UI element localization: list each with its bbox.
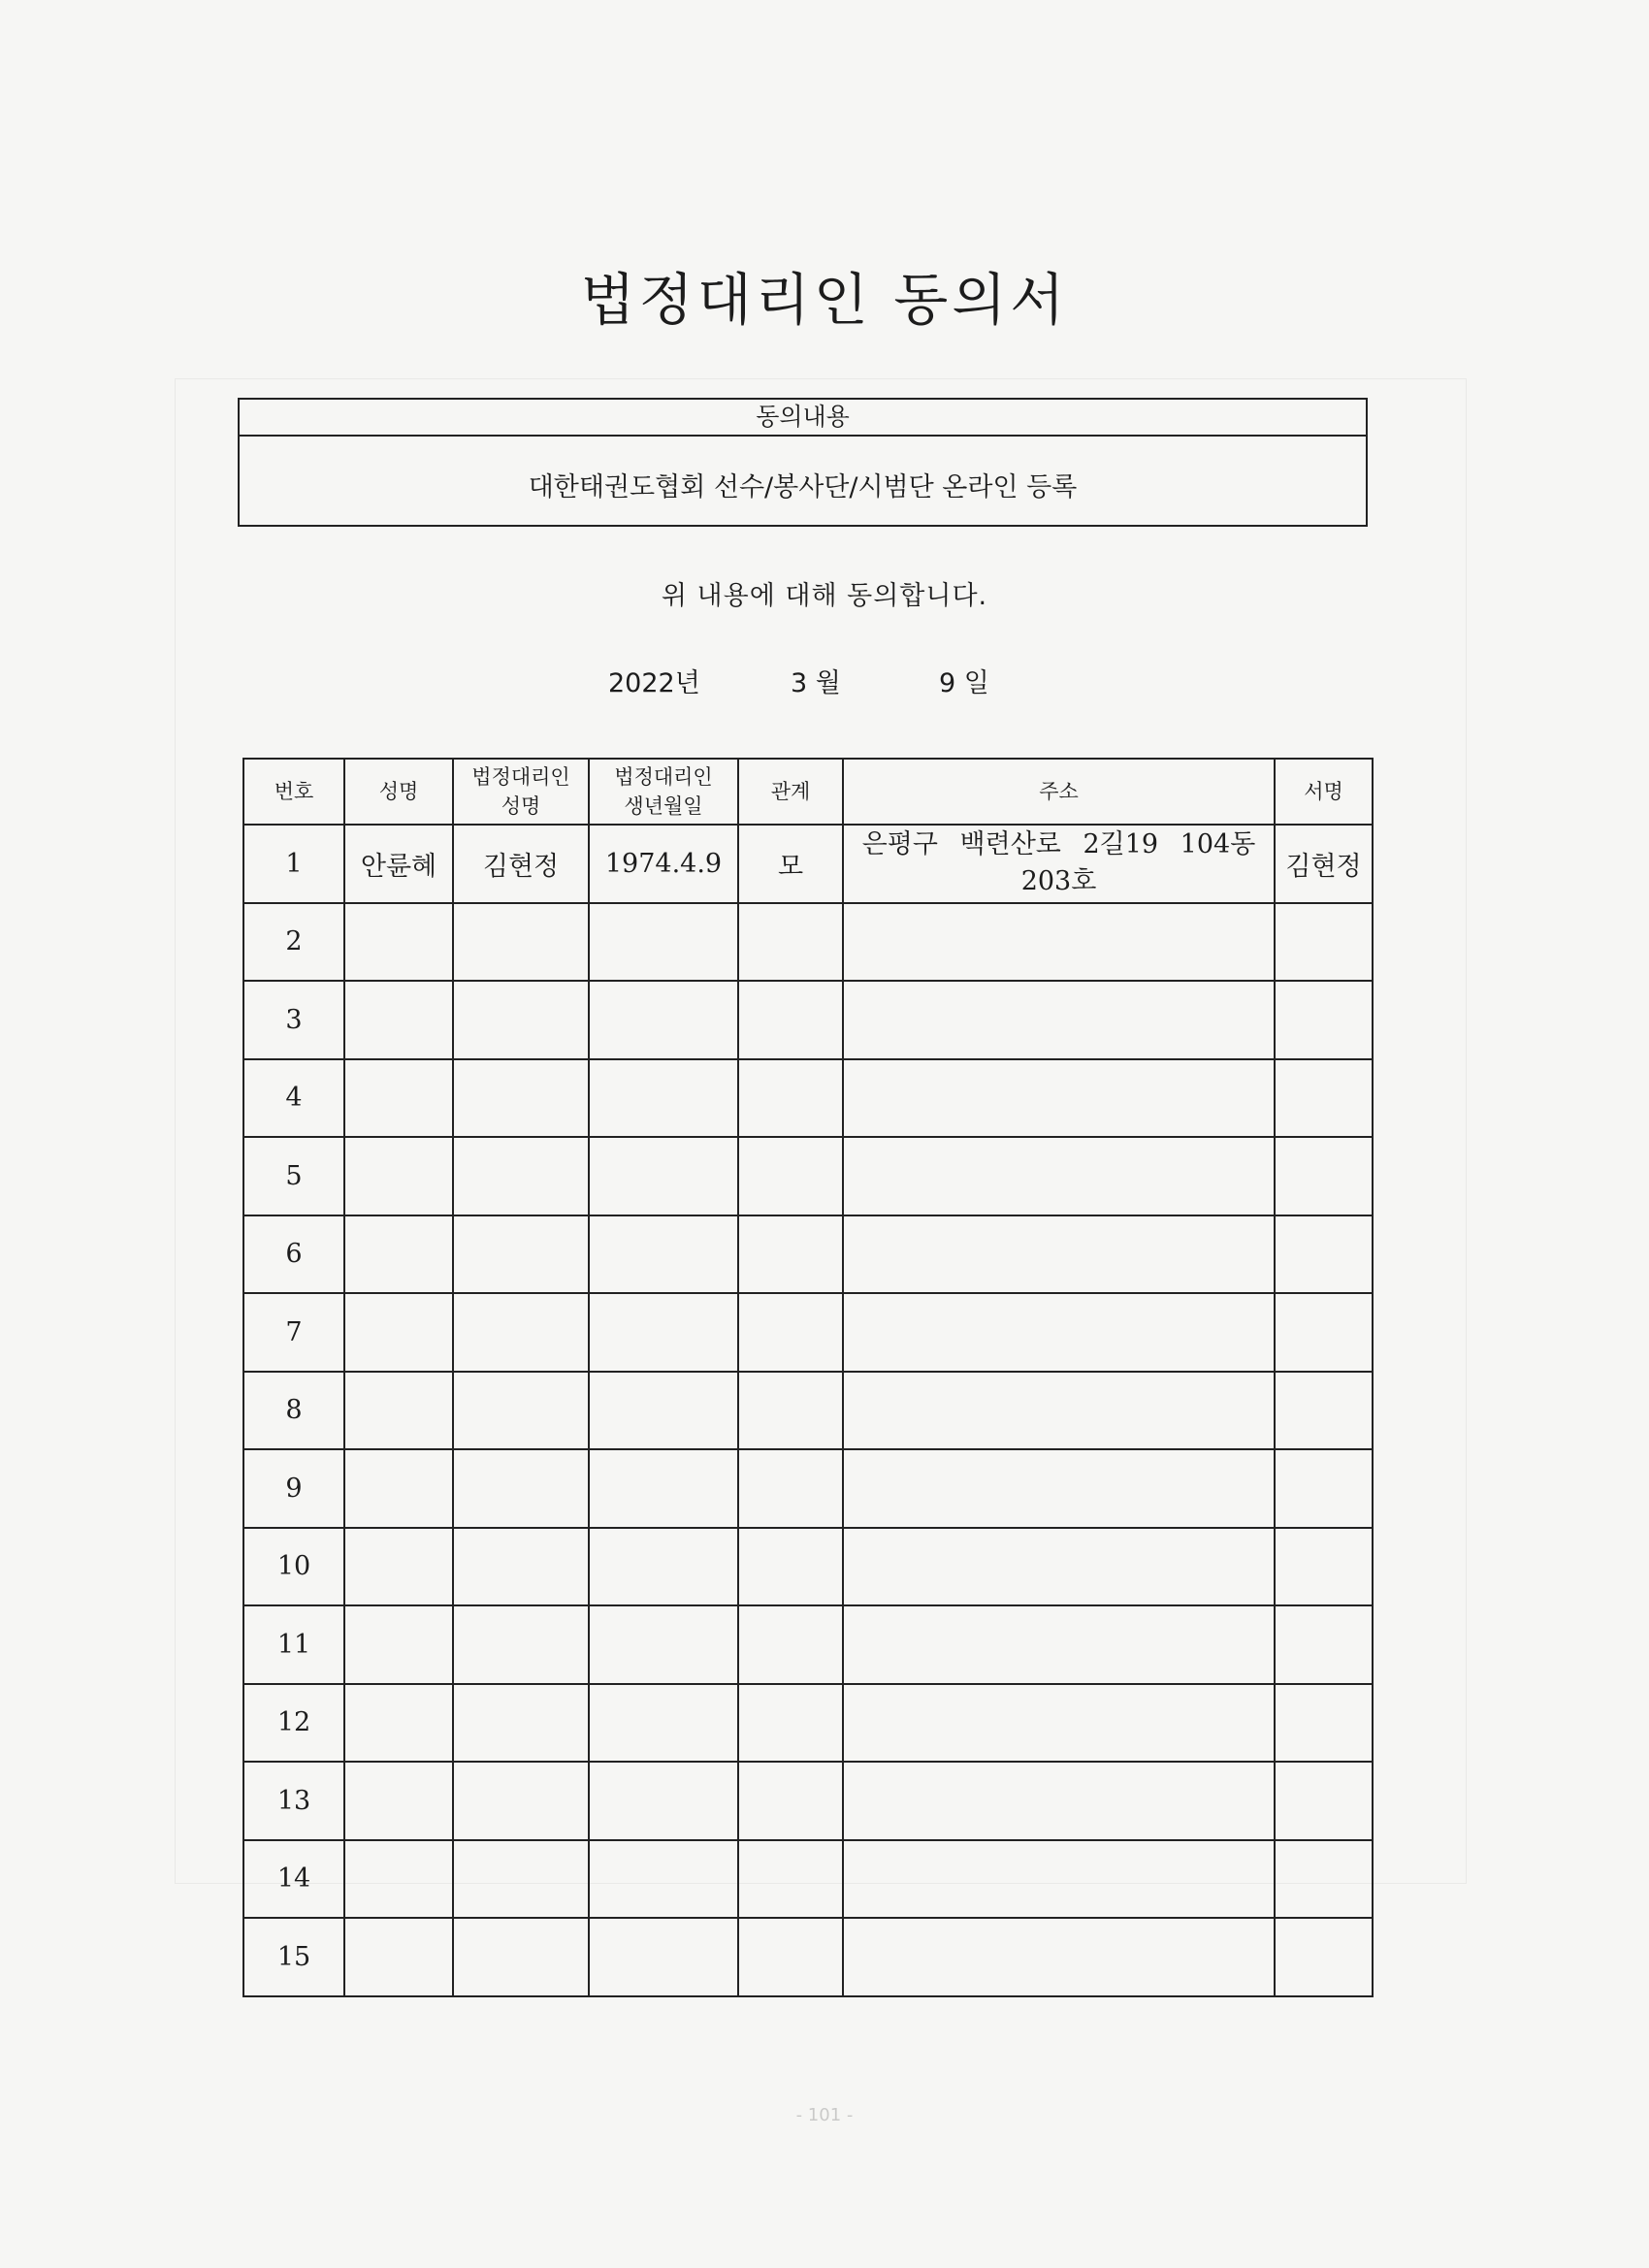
header-name: 성명 — [344, 759, 453, 825]
cell-no[interactable]: 3 — [243, 981, 344, 1059]
cell-guardian-birth[interactable] — [589, 1918, 738, 1996]
cell-name[interactable] — [344, 1918, 453, 1996]
cell-signature[interactable] — [1275, 1684, 1373, 1763]
table-row — [243, 1840, 1373, 1919]
page-number: - 101 - — [795, 2105, 854, 2125]
cell-address[interactable] — [843, 1840, 1275, 1919]
cell-no[interactable]: 7 — [243, 1293, 344, 1372]
cell-guardian-name[interactable] — [453, 1215, 589, 1294]
cell-guardian-birth[interactable] — [589, 1762, 738, 1840]
cell-address[interactable] — [843, 1059, 1275, 1138]
cell-relation[interactable] — [738, 1059, 843, 1138]
cell-relation[interactable] — [738, 1684, 843, 1763]
cell-no[interactable]: 14 — [243, 1840, 344, 1919]
table-row — [243, 1762, 1373, 1840]
cell-no[interactable]: 2 — [243, 903, 344, 982]
cell-guardian-name[interactable] — [453, 1840, 589, 1919]
cell-signature[interactable] — [1275, 1059, 1373, 1138]
cell-name[interactable] — [344, 1372, 453, 1450]
cell-name[interactable] — [344, 1684, 453, 1763]
cell-no[interactable]: 12 — [243, 1684, 344, 1763]
cell-relation[interactable] — [738, 1840, 843, 1919]
table-row — [243, 1059, 1373, 1138]
cell-signature[interactable] — [1275, 903, 1373, 982]
cell-relation[interactable] — [738, 903, 843, 982]
table-row — [243, 1684, 1373, 1763]
table-row — [243, 1137, 1373, 1215]
cell-guardian-birth[interactable] — [589, 1137, 738, 1215]
agreement-statement: 위 내용에 대해 동의합니다. — [661, 581, 988, 611]
cell-name[interactable] — [344, 1215, 453, 1294]
table-row — [243, 981, 1373, 1059]
cell-address[interactable] — [843, 1684, 1275, 1763]
cell-guardian-name[interactable] — [453, 1605, 589, 1684]
cell-name[interactable] — [344, 1137, 453, 1215]
cell-address[interactable] — [843, 1762, 1275, 1840]
table-row — [243, 903, 1373, 982]
header-signature: 서명 — [1275, 759, 1373, 825]
cell-guardian-birth[interactable] — [589, 1684, 738, 1763]
cell-guardian-name[interactable] — [453, 903, 589, 982]
cell-guardian-birth[interactable]: 1974.4.9 — [589, 825, 738, 903]
cell-address[interactable] — [843, 1528, 1275, 1606]
cell-no[interactable]: 5 — [243, 1137, 344, 1215]
cell-no[interactable]: 6 — [243, 1215, 344, 1294]
date-day: 9 일 — [939, 668, 989, 698]
cell-relation[interactable] — [738, 1449, 843, 1528]
cell-address[interactable] — [843, 1449, 1275, 1528]
document-title: 법정대리인 동의서 — [580, 267, 1069, 333]
table-row — [243, 825, 1373, 903]
cell-guardian-name[interactable] — [453, 1293, 589, 1372]
cell-no[interactable]: 11 — [243, 1605, 344, 1684]
cell-relation[interactable]: 모 — [738, 825, 843, 903]
cell-no[interactable]: 10 — [243, 1528, 344, 1606]
header-no: 번호 — [243, 759, 344, 825]
cell-no[interactable]: 1 — [243, 825, 344, 903]
cell-name[interactable] — [344, 1762, 453, 1840]
cell-name[interactable] — [344, 1605, 453, 1684]
header-address: 주소 — [843, 759, 1275, 825]
cell-guardian-name[interactable] — [453, 1762, 589, 1840]
cell-guardian-name[interactable]: 김현정 — [453, 825, 589, 903]
cell-relation[interactable] — [738, 981, 843, 1059]
cell-name[interactable]: 안륜혜 — [344, 825, 453, 903]
header-relation: 관계 — [738, 759, 843, 825]
cell-guardian-name[interactable] — [453, 1137, 589, 1215]
cell-address[interactable] — [843, 1372, 1275, 1450]
cell-name[interactable] — [344, 1840, 453, 1919]
cell-guardian-birth[interactable] — [589, 1215, 738, 1294]
table-row — [243, 1605, 1373, 1684]
table-row — [243, 1449, 1373, 1528]
consent-header: 동의내용 — [240, 400, 1366, 437]
cell-no[interactable]: 15 — [243, 1918, 344, 1996]
cell-guardian-name[interactable] — [453, 1684, 589, 1763]
cell-signature[interactable] — [1275, 1137, 1373, 1215]
cell-address[interactable] — [843, 903, 1275, 982]
cell-signature[interactable] — [1275, 1372, 1373, 1450]
cell-relation[interactable] — [738, 1605, 843, 1684]
cell-guardian-birth[interactable] — [589, 903, 738, 982]
header-guardian-birth: 법정대리인 생년월일 — [589, 759, 738, 825]
header-guardian-name: 법정대리인 성명 — [453, 759, 589, 825]
cell-relation[interactable] — [738, 1918, 843, 1996]
cell-address[interactable] — [843, 1293, 1275, 1372]
cell-no[interactable]: 13 — [243, 1762, 344, 1840]
cell-guardian-birth[interactable] — [589, 1605, 738, 1684]
table-row — [243, 1918, 1373, 1996]
cell-guardian-name[interactable] — [453, 1059, 589, 1138]
cell-guardian-birth[interactable] — [589, 1059, 738, 1138]
cell-address[interactable] — [843, 1137, 1275, 1215]
consent-content: 대한태권도협회 선수/봉사단/시범단 온라인 등록 — [528, 472, 1078, 502]
cell-name[interactable] — [344, 903, 453, 982]
date-year: 2022년 — [608, 668, 700, 698]
cell-guardian-birth[interactable] — [589, 1293, 738, 1372]
table-row — [243, 1215, 1373, 1294]
cell-signature[interactable] — [1275, 1605, 1373, 1684]
cell-signature[interactable] — [1275, 1528, 1373, 1606]
cell-no[interactable]: 9 — [243, 1449, 344, 1528]
cell-guardian-birth[interactable] — [589, 1528, 738, 1606]
cell-guardian-name[interactable] — [453, 1918, 589, 1996]
cell-signature[interactable] — [1275, 1215, 1373, 1294]
cell-signature[interactable] — [1275, 1840, 1373, 1919]
cell-relation[interactable] — [738, 1372, 843, 1450]
cell-guardian-birth[interactable] — [589, 1372, 738, 1450]
cell-guardian-birth[interactable] — [589, 1449, 738, 1528]
cell-signature[interactable] — [1275, 1449, 1373, 1528]
cell-signature[interactable] — [1275, 1762, 1373, 1840]
cell-name[interactable] — [344, 1449, 453, 1528]
cell-relation[interactable] — [738, 1528, 843, 1606]
cell-guardian-name[interactable] — [453, 1449, 589, 1528]
cell-signature[interactable] — [1275, 981, 1373, 1059]
date-month: 3 월 — [791, 668, 841, 698]
table-row — [243, 1528, 1373, 1606]
cell-signature[interactable] — [1275, 1918, 1373, 1996]
cell-relation[interactable] — [738, 1293, 843, 1372]
cell-relation[interactable] — [738, 1215, 843, 1294]
cell-relation[interactable] — [738, 1137, 843, 1215]
cell-address[interactable] — [843, 1918, 1275, 1996]
cell-address[interactable]: 은평구 백련산로 2길19 104동 203호 — [843, 825, 1275, 903]
cell-name[interactable] — [344, 981, 453, 1059]
table-row — [243, 1372, 1373, 1450]
guardian-signature-table — [242, 758, 1374, 1997]
cell-name[interactable] — [344, 1059, 453, 1138]
cell-address[interactable] — [843, 1605, 1275, 1684]
consent-content-box — [238, 398, 1368, 527]
cell-address[interactable] — [843, 981, 1275, 1059]
cell-guardian-name[interactable] — [453, 1372, 589, 1450]
cell-name[interactable] — [344, 1528, 453, 1606]
table-header-row — [243, 759, 1373, 825]
cell-guardian-birth[interactable] — [589, 1840, 738, 1919]
cell-guardian-name[interactable] — [453, 1528, 589, 1606]
table-row — [243, 1293, 1373, 1372]
cell-signature[interactable] — [1275, 1293, 1373, 1372]
cell-guardian-birth[interactable] — [589, 981, 738, 1059]
cell-name[interactable] — [344, 1293, 453, 1372]
cell-guardian-name[interactable] — [453, 981, 589, 1059]
cell-no[interactable]: 8 — [243, 1372, 344, 1450]
cell-no[interactable]: 4 — [243, 1059, 344, 1138]
cell-signature[interactable]: 김현정 — [1275, 825, 1373, 903]
cell-address[interactable] — [843, 1215, 1275, 1294]
cell-relation[interactable] — [738, 1762, 843, 1840]
